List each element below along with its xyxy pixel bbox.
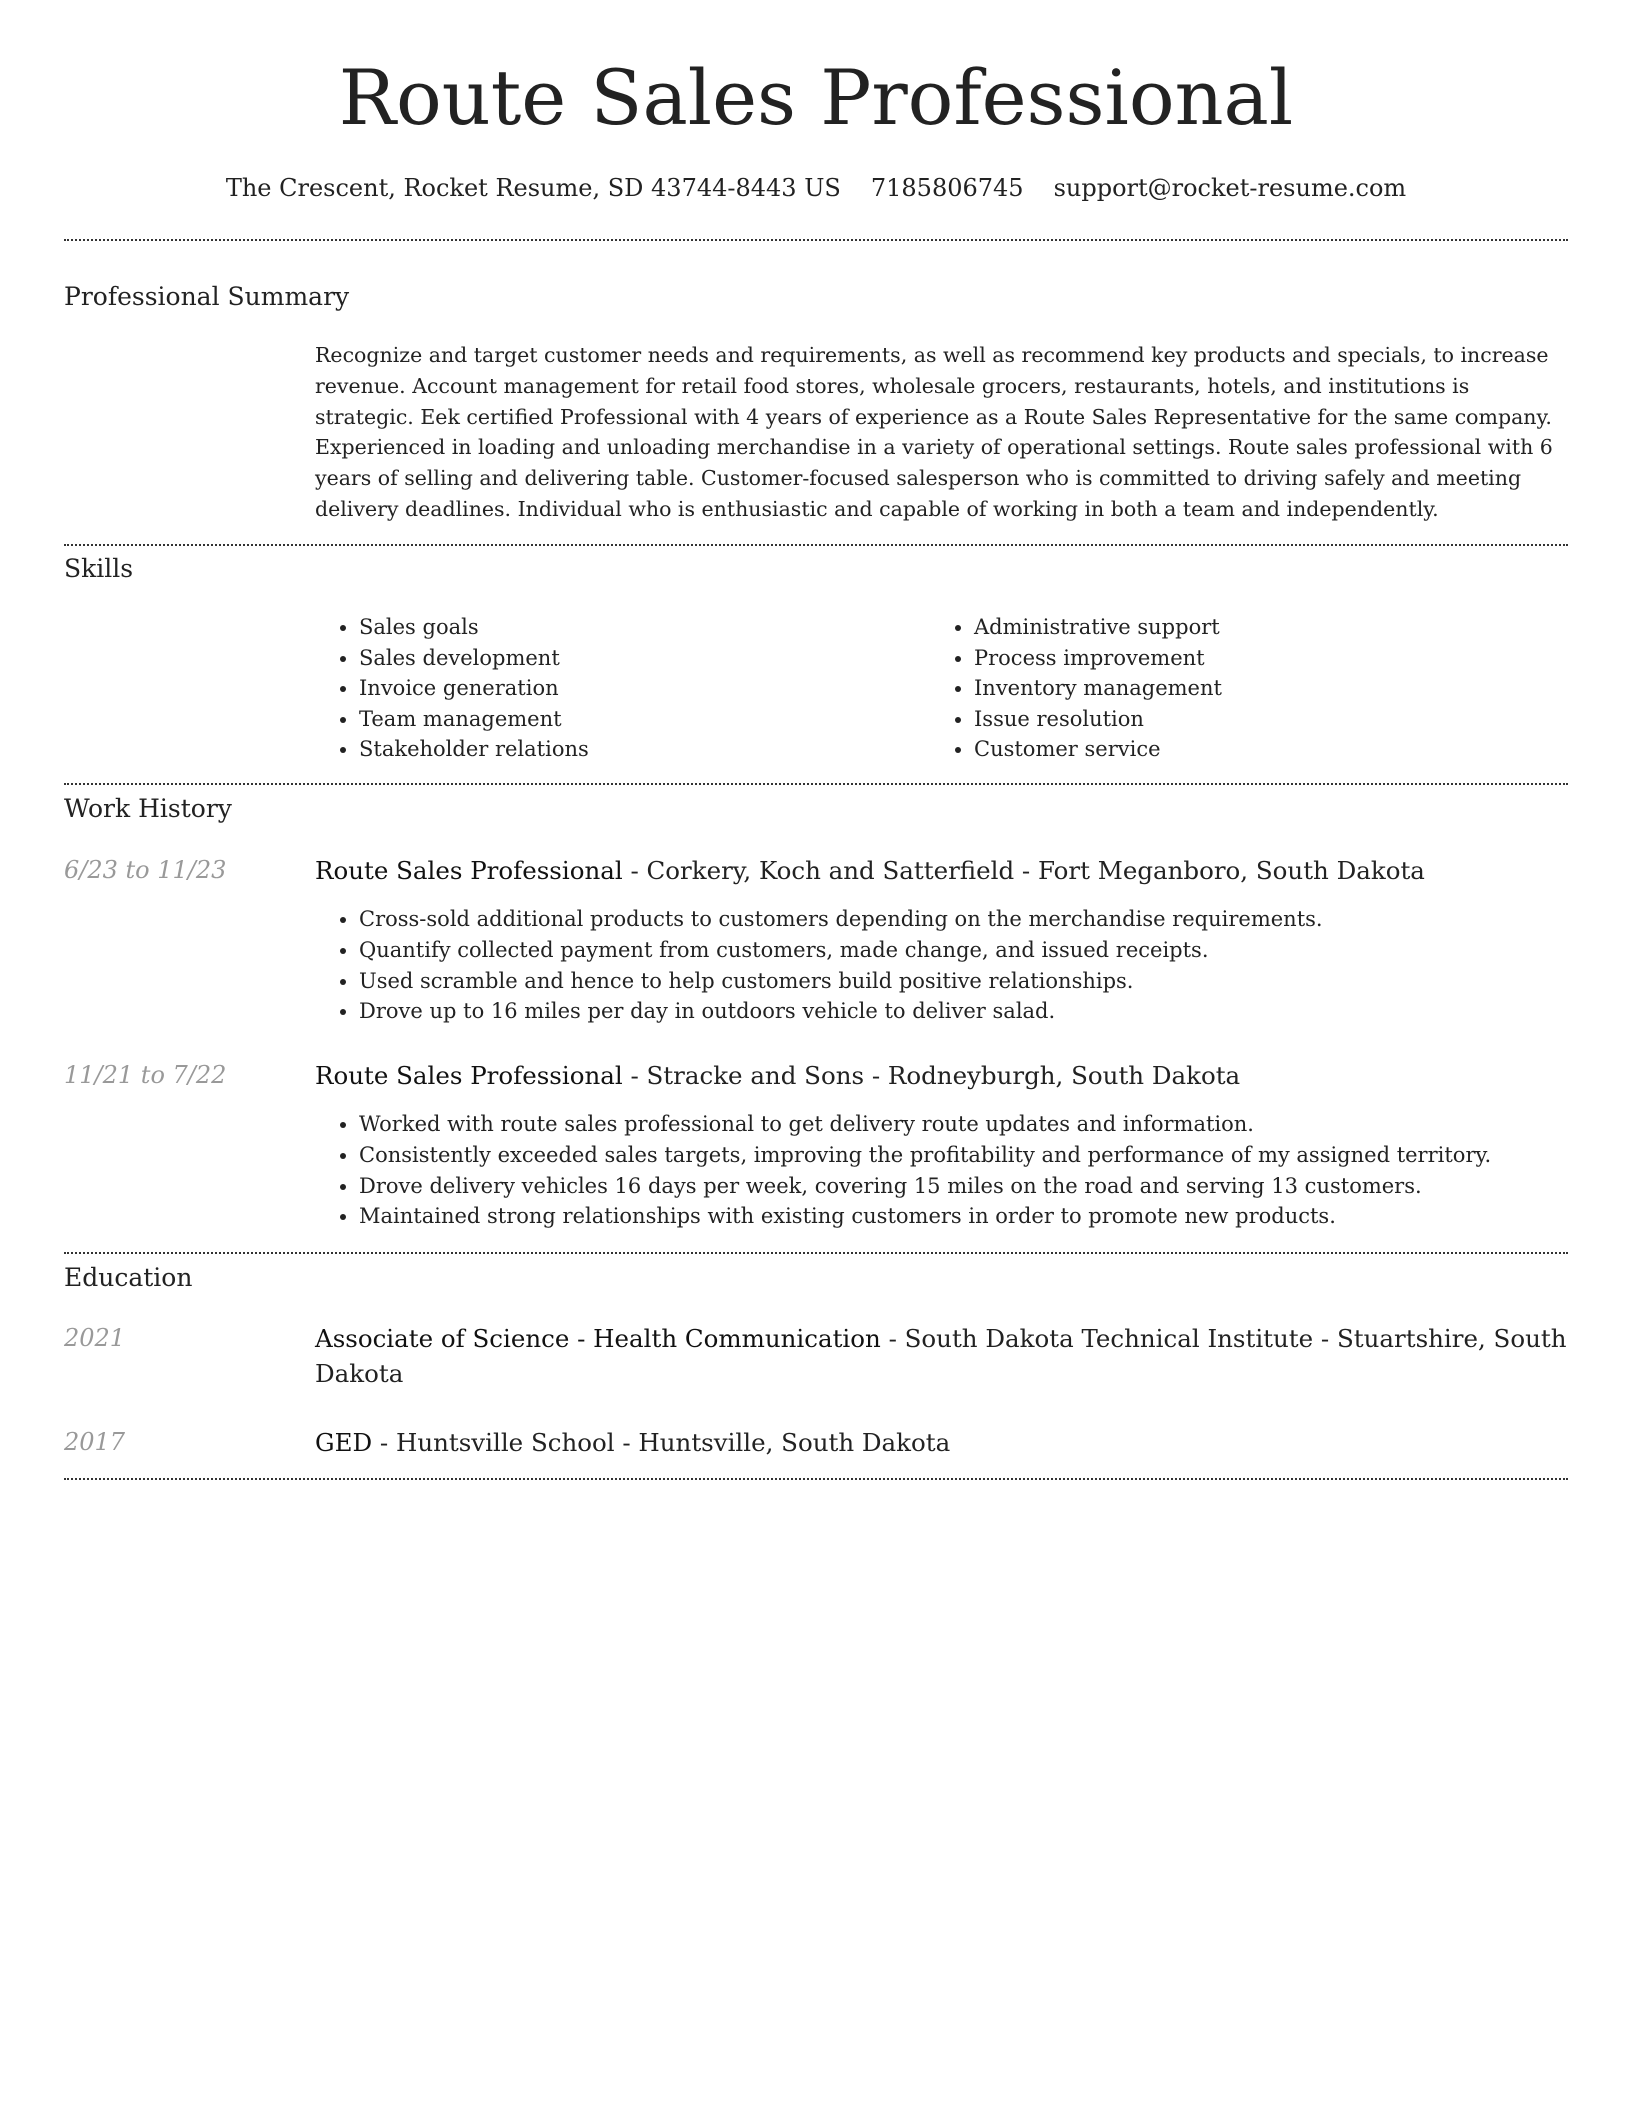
work-heading: Work History bbox=[64, 794, 232, 823]
job-bullet: • Drove up to 16 miles per day in outdoors vehicle to deliver salad. bbox=[359, 996, 1612, 1027]
job-bullet: • Maintained strong relationships with existing customers in order to promote new products. bbox=[359, 1201, 1612, 1232]
job-bullet: • Quantify collected payment from customers, made change, and issued receipts. bbox=[359, 935, 1612, 966]
job-bullets bbox=[315, 1109, 1612, 1232]
job-dates: 11/21 to 7/22 bbox=[64, 1061, 227, 1089]
job-bullet: • Consistently exceeded sales targets, improving the profitability and performance of my assigned territory. bbox=[359, 1140, 1612, 1171]
education-line bbox=[315, 1425, 1568, 1460]
job-bullet: • Drove delivery vehicles 16 days per week, covering 15 miles on the road and serving 13 customers. bbox=[359, 1171, 1612, 1202]
skill-item: • Administrative support bbox=[974, 612, 1222, 643]
header-divider bbox=[64, 239, 1568, 241]
job-bullet: • Cross-sold additional products to customers depending on the merchandise requirements. bbox=[359, 904, 1612, 935]
skill-item: • Inventory management bbox=[974, 673, 1222, 704]
contact-phone: 7185806745 bbox=[870, 174, 1024, 202]
job-employer: - Stracke and Sons - Rodneyburgh, South Dakota bbox=[622, 1061, 1241, 1090]
summary-text: Recognize and target customer needs and requirements, as well as recommend key products and specials, to increase revenue. Account management for retail food stores, wholesale grocers, restaurants, hotels, and institutions is strategic. Eek certified Professional with 4 years of experience as a Route Sales Representative for the same company. Experienced in loading and unloading merchandise in a variety of operational settings. Route sales professional with 6 years of selling and delivering table. Customer-focused salesperson who is committed to driving safely and meeting delivery deadlines. Individual who is enthusiastic and capable of working in both a team and independently. bbox=[315, 343, 1553, 521]
summary-heading: Professional Summary bbox=[64, 282, 350, 311]
job-employer: - Corkery, Koch and Satterfield - Fort Meganboro, South Dakota bbox=[622, 856, 1425, 885]
skills-heading: Skills bbox=[64, 554, 134, 583]
skill-item: • Sales goals bbox=[359, 612, 589, 643]
education-degree: Associate of Science - Health Communication bbox=[315, 1324, 881, 1353]
job-dates: 6/23 to 11/23 bbox=[64, 856, 227, 884]
education-heading: Education bbox=[64, 1263, 193, 1292]
skill-item: • Stakeholder relations bbox=[359, 734, 589, 765]
job-title-line bbox=[315, 1058, 1568, 1093]
education-school: - Huntsville School - Huntsville, South Dakota bbox=[372, 1428, 951, 1457]
education-year: 2017 bbox=[64, 1428, 126, 1456]
job-title-line bbox=[315, 853, 1568, 888]
work-divider bbox=[64, 1252, 1568, 1254]
skills-list-right bbox=[930, 612, 1222, 765]
education-degree: GED bbox=[315, 1428, 373, 1457]
resume-name: Route Sales Professional bbox=[338, 53, 1294, 142]
contact-address: The Crescent, Rocket Resume, SD 43744-8443 US bbox=[225, 174, 841, 202]
skill-item: • Issue resolution bbox=[974, 704, 1222, 735]
skill-item: • Customer service bbox=[974, 734, 1222, 765]
job-bullets bbox=[315, 904, 1612, 1027]
skills-list-left bbox=[315, 612, 589, 765]
job-bullet: • Worked with route sales professional to get delivery route updates and information. bbox=[359, 1109, 1612, 1140]
education-divider bbox=[64, 1478, 1568, 1480]
job-role: Route Sales Professional bbox=[315, 1061, 623, 1090]
contact-line bbox=[64, 170, 1568, 206]
skill-item: • Invoice generation bbox=[359, 673, 589, 704]
education-school: - South Dakota Technical Institute - Stuartshire, South Dakota bbox=[315, 1324, 1567, 1388]
skill-item: • Team management bbox=[359, 704, 589, 735]
job-role: Route Sales Professional bbox=[315, 856, 623, 885]
skill-item: • Sales development bbox=[359, 643, 589, 674]
job-bullet: • Used scramble and hence to help customers build positive relationships. bbox=[359, 966, 1612, 997]
skill-item: • Process improvement bbox=[974, 643, 1222, 674]
education-year: 2021 bbox=[64, 1324, 126, 1352]
summary-divider bbox=[64, 544, 1568, 546]
skills-divider bbox=[64, 783, 1568, 785]
contact-email: support@rocket-resume.com bbox=[1053, 174, 1407, 202]
education-line bbox=[315, 1321, 1568, 1391]
